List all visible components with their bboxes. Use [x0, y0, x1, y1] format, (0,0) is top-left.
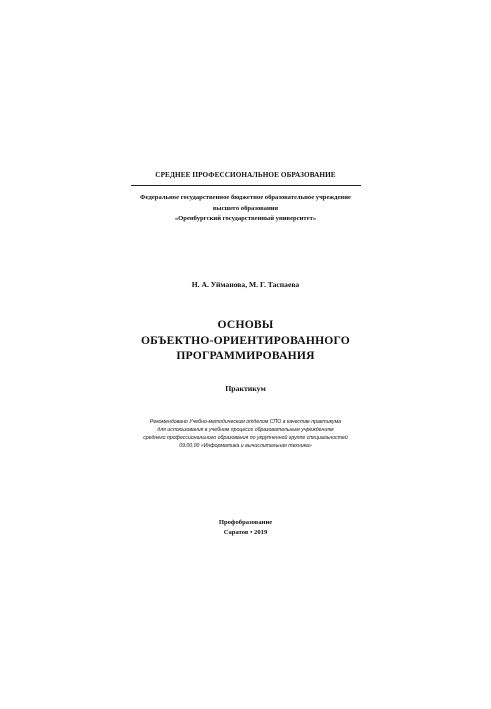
- recommendation-line: для использования в учебном процессе образовательным учреждениям: [157, 426, 334, 433]
- institution-line: «Оренбургский государственный университет»: [174, 215, 317, 222]
- book-subtitle: Практикум: [225, 384, 266, 393]
- title-line: ПРОГРАММИРОВАНИЯ: [176, 349, 315, 362]
- title-line: ОСНОВЫ: [217, 318, 274, 331]
- institution-line: высшего образования: [212, 204, 279, 212]
- institution-line: Федеральное государственное бюджетное образовательное учреждение: [140, 194, 351, 201]
- publisher-name: Профобразование: [218, 519, 273, 526]
- series-heading: СРЕДНЕЕ ПРОФЕССИОНАЛЬНОЕ ОБРАЗОВАНИЕ: [155, 171, 336, 179]
- recommendation-line: 09.00.00 «Информатика и вычислительная техника»: [179, 442, 312, 449]
- recommendation-note: [0, 419, 491, 451]
- publisher-block: [0, 518, 491, 538]
- recommendation-line: среднего профессионального образования по укрупненной группе специальностей: [143, 434, 348, 441]
- title-line: ОБЪЕКТНО-ОРИЕНТИРОВАННОГО: [140, 333, 351, 347]
- institution-block: [0, 193, 491, 225]
- authors: Н. А. Уйманова, М. Г. Таспаева: [191, 280, 300, 289]
- recommendation-line: Рекомендовано Учебно-методическим отделом СПО в качестве практикума: [149, 419, 342, 425]
- horizontal-rule: [131, 185, 361, 186]
- book-title: [0, 317, 491, 364]
- city-year: Саратов • 2019: [223, 529, 268, 536]
